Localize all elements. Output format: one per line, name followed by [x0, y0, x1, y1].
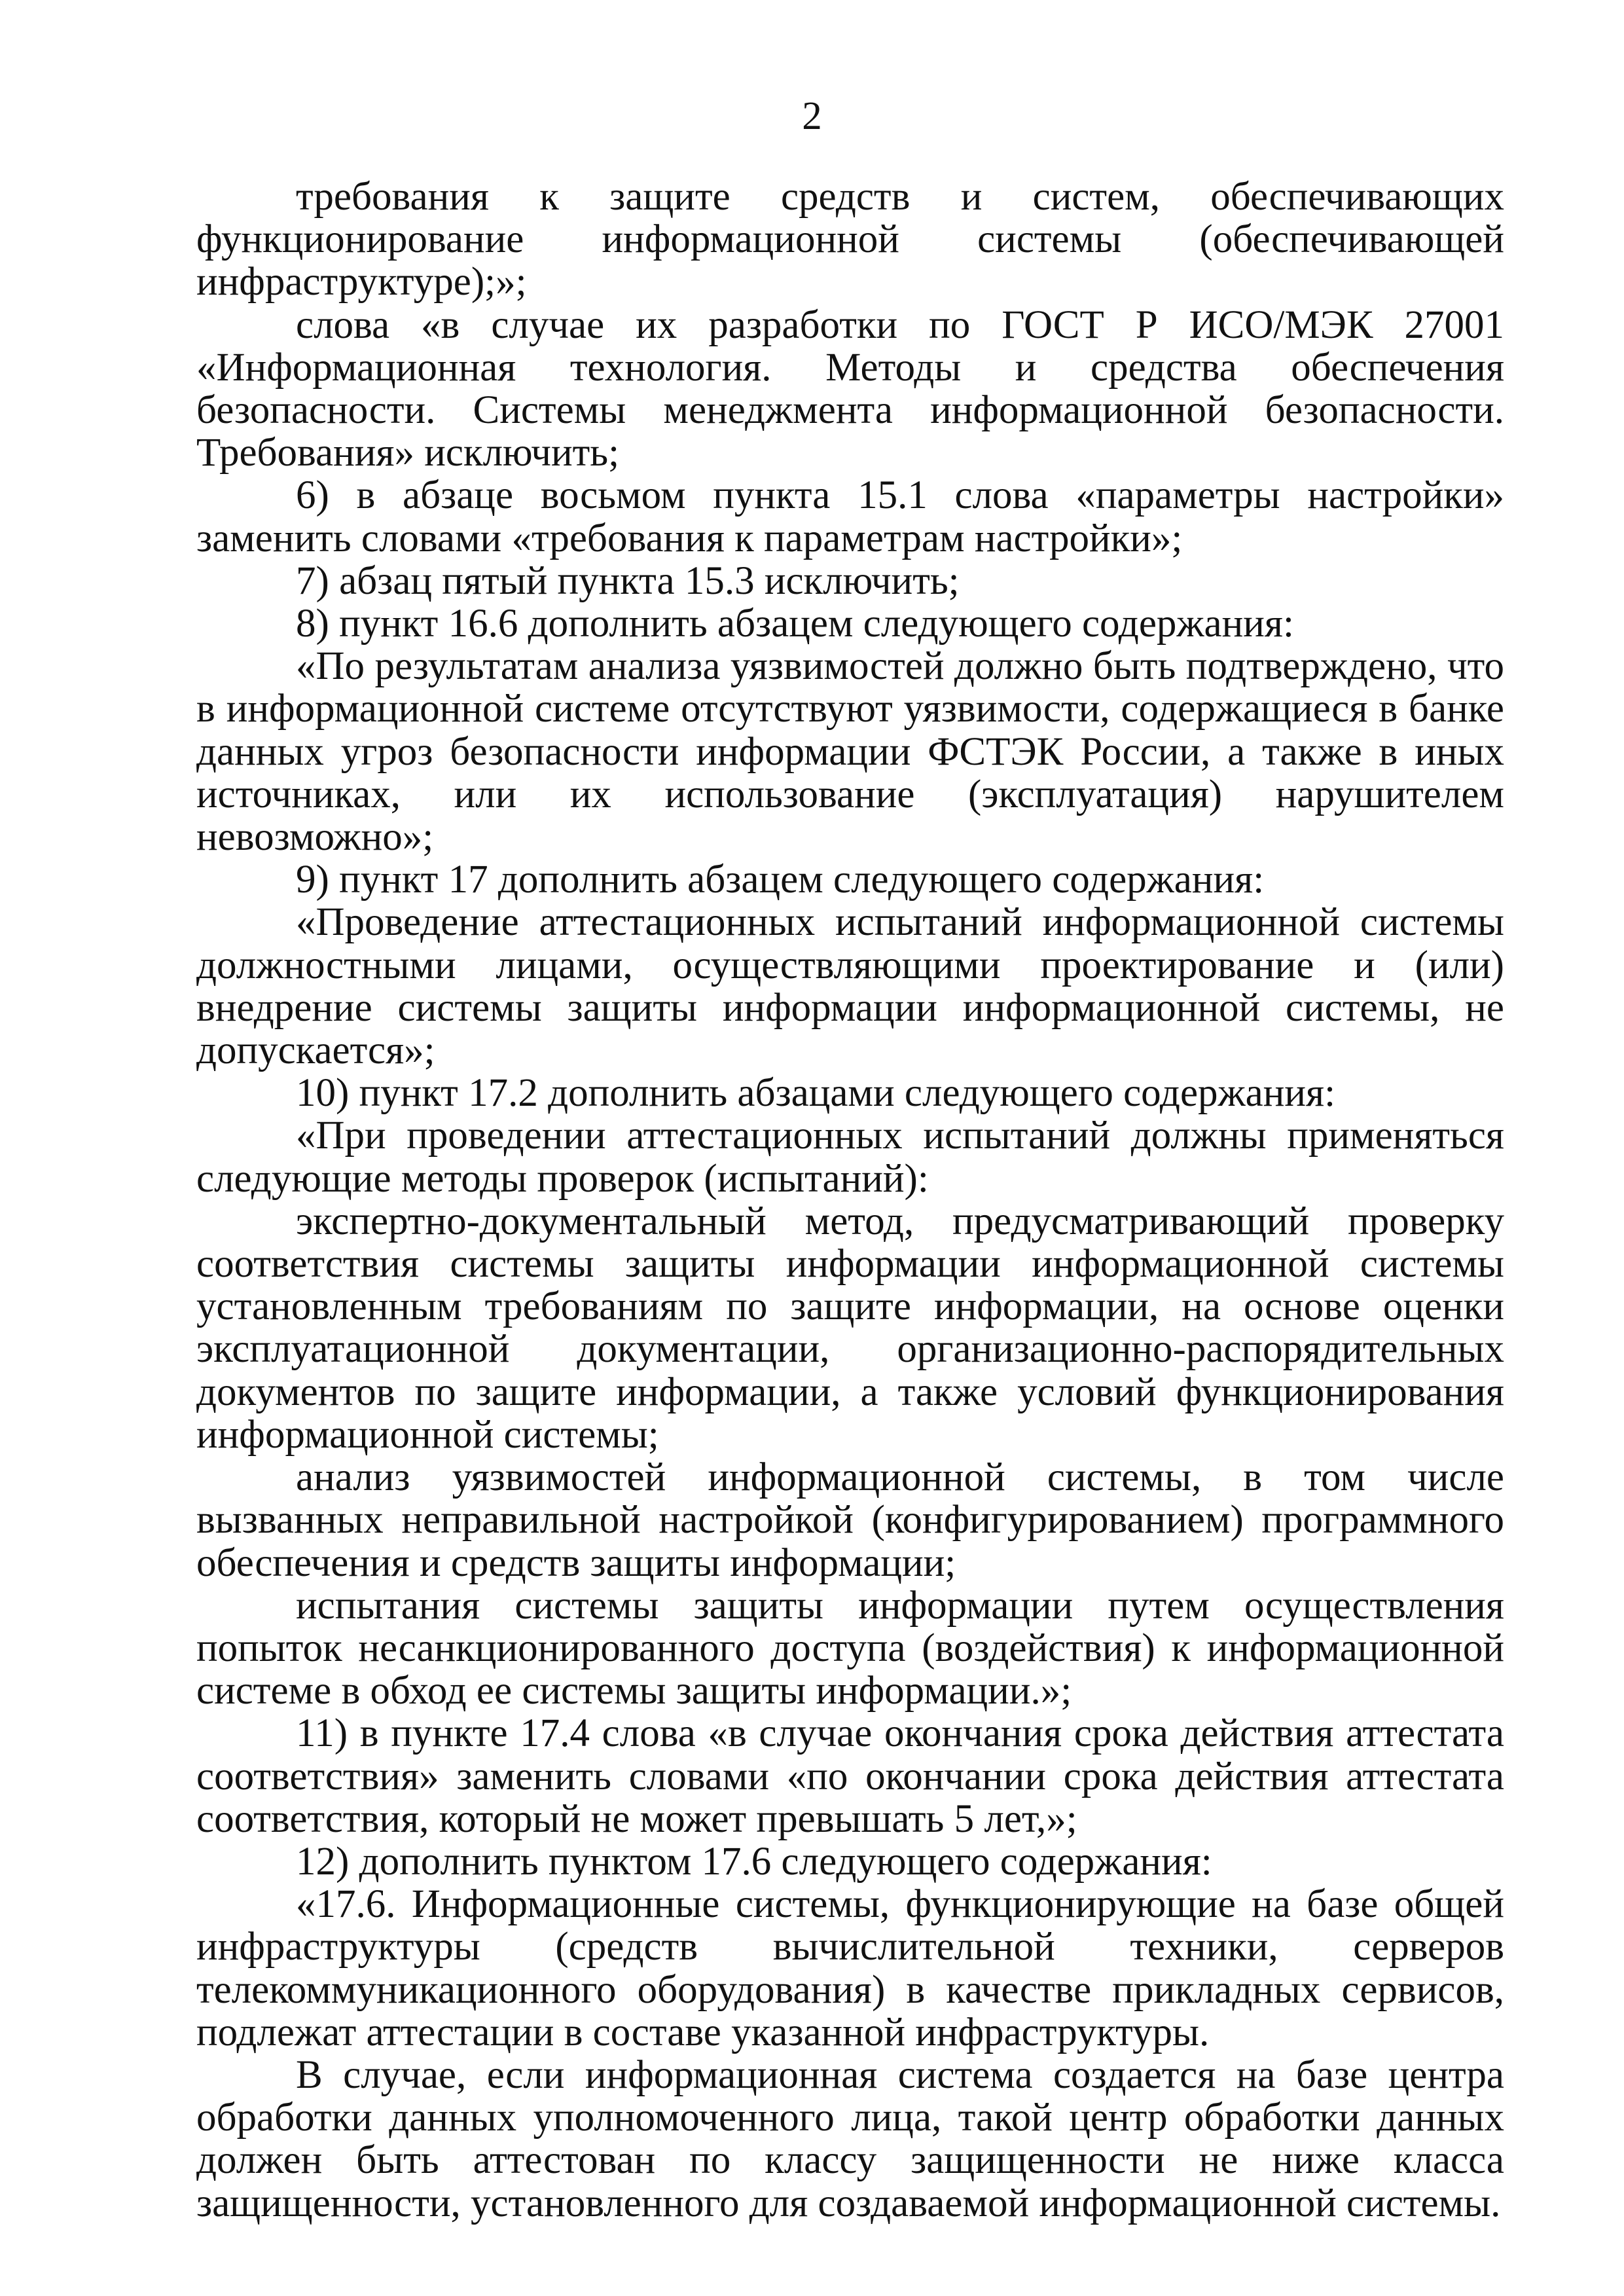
paragraph: «17.6. Информационные системы, функционирующие на базе общей инфраструктуры (средств вычислительной техники, серверов телекоммуникационного оборудования) в качестве прикладных сервисов, подлежат аттестации в составе указанной инфраструктуры. — [196, 1882, 1504, 2054]
paragraph: «При проведении аттестационных испытаний должны применяться следующие методы проверок (испытаний): — [196, 1114, 1504, 1201]
paragraph: В случае, если информационная система создается на базе центра обработки данных уполномоченного лица, такой центр обработки данных должен быть аттестован по классу защищенности не ниже класса защищенности, установленного для создаваемой информационной системы. — [196, 2052, 1504, 2225]
paragraph: 7) абзац пятый пункта 15.3 исключить; — [296, 558, 960, 603]
paragraph: испытания системы защиты информации путем осуществления попыток несанкционированного доступа (воздействия) к информационной системе в обход ее системы защиты информации.»; — [196, 1583, 1504, 1713]
paragraph: «Проведение аттестационных испытаний информационной системы должностными лицами, осуществляющими проектирование и (или) внедрение системы защиты информации информационной системы, не допускается»; — [196, 900, 1504, 1073]
paragraph: 11) в пункте 17.4 слова «в случае окончания срока действия аттестата соответствия» заменить словами «по окончании срока действия аттестата соответствия, который не может превышать 5 лет,»; — [196, 1711, 1504, 1841]
paragraph: 12) дополнить пунктом 17.6 следующего содержания: — [296, 1839, 1212, 1884]
paragraph: слова «в случае их разработки по ГОСТ Р ИСО/МЭК 27001 «Информационная технология. Методы и средства обеспечения безопасности. Системы менеджмента информационной безопасности. Требования» исключить; — [196, 302, 1504, 475]
paragraph: 8) пункт 16.6 дополнить абзацем следующего содержания: — [296, 602, 1294, 646]
paragraph: экспертно-документальный метод, предусматривающий проверку соответствия системы защиты информации информационной системы установленным требованиям по защите информации, на основе оценки эксплуатационной документации, организационно-распорядительных документов по защите информации, а также условий функционирования информационной системы; — [196, 1199, 1504, 1457]
paragraph: «По результатам анализа уязвимостей должно быть подтверждено, что в информационной системе отсутствуют уязвимости, содержащиеся в банке данных угроз безопасности информации ФСТЭК России, а также в иных источниках, или их использование (эксплуатация) нарушителем невозможно»; — [196, 644, 1504, 860]
paragraph: 10) пункт 17.2 дополнить абзацами следующего содержания: — [296, 1071, 1336, 1116]
document-body — [196, 175, 1504, 2225]
page-number: 2 — [802, 94, 822, 138]
paragraph: 9) пункт 17 дополнить абзацем следующего содержания: — [296, 858, 1265, 902]
paragraph: анализ уязвимостей информационной системы, в том числе вызванных неправильной настройкой (конфигурированием) программного обеспечения и средств защиты информации; — [196, 1455, 1504, 1585]
paragraph: требования к защите средств и систем, обеспечивающих функционирование информационной системы (обеспечивающей инфраструктуре);»; — [196, 175, 1504, 304]
paragraph: 6) в абзаце восьмом пункта 15.1 слова «параметры настройки» заменить словами «требования к параметрам настройки»; — [196, 473, 1504, 560]
